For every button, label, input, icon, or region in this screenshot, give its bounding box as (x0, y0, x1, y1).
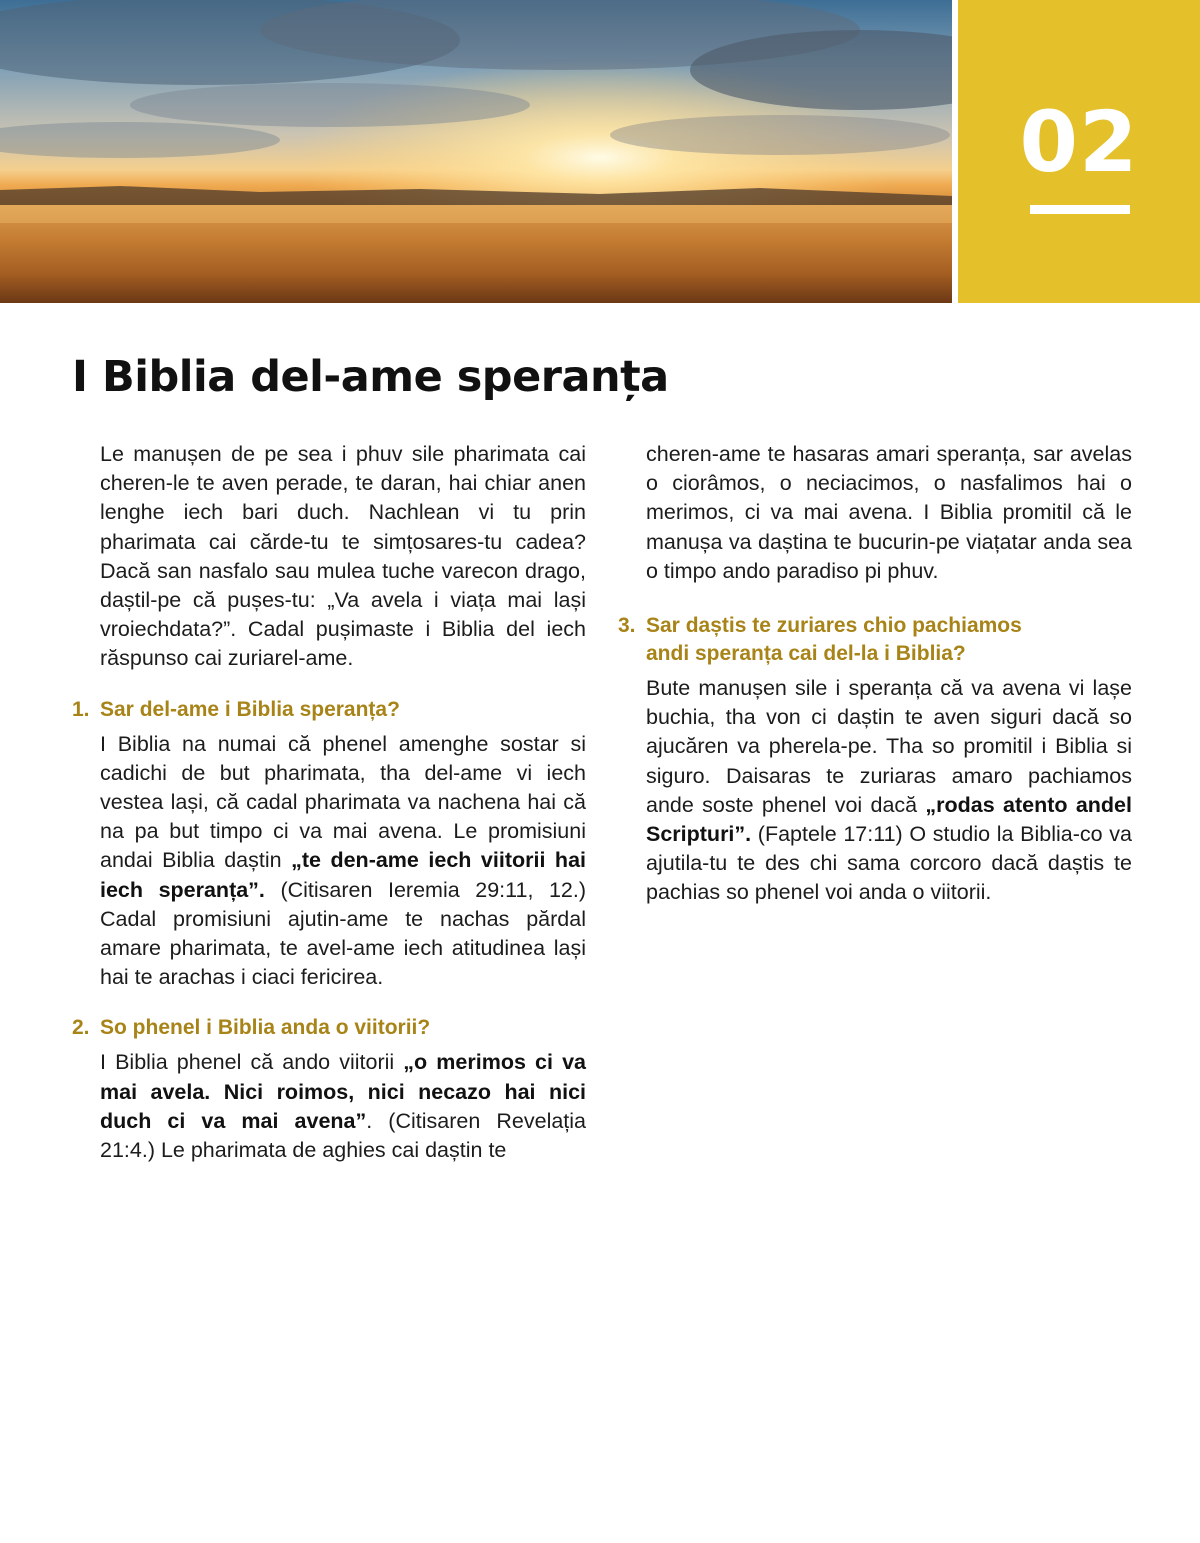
section-1-quote: „te den-ame iech viitorii hai iech speranța”. (100, 848, 586, 902)
section-2-heading-text: So phenel i Biblia anda o viitorii? (100, 1016, 431, 1040)
section-2-text-b: . (Citisaren Revelația 21:4.) Le pharimata de aghies cai daștin te (100, 1108, 587, 1163)
section-3-paragraph (612, 674, 1132, 908)
section-3-heading-line2: andi speranța cai del-la i Biblia? (646, 642, 966, 666)
section-3-number: 3. (618, 614, 636, 638)
hero-photo-wheat-field-sunset (0, 0, 952, 303)
section-2-paragraph-continued: cheren-ame te hasaras amari speranța, sar avelas o ciorâmos, o neciacimos, o nasfalimos hai o merimos, ci va mai avena. I Biblia promitil că le manușa va daștina te bucurin-pe viațatar anda sea o timpo ando paradiso pi phuv. (646, 442, 1132, 583)
hero-photo-illustration (0, 0, 952, 303)
section-3-heading-line1: Sar daștis te zuriares chio pachiamos (646, 614, 1022, 638)
intro-paragraph: Le manușen de pe sea i phuv sile pharimata cai cheren-le te aven perade, te daran, hai chiar anen lenghe iech bari duch. Nachlean vi tu prin pharimata cai cărde-tu te simțosares-tu cadea? Dacă san nasfalo sau mulea tuche varecon drago, daștil-pe că pușes-tu: „Va avela i viața mai lași vroiechdata?”. Cadal pușimaste i Biblia del iech răspunso cai zuriarel-ame. (100, 442, 586, 671)
section-3-text-a: Bute manușen sile i speranța că va avena vi lașe buchia, tha von ci daștin te aven siguri dacă so ajucăren va pherela-pe. Tha so promitil i Biblia si siguro. Daisaras te zuriaras amaro pachiamos ande soste phenel voi dacă (646, 676, 1132, 817)
left-column (66, 440, 586, 1187)
page-title: I Biblia del-ame speranța (72, 352, 669, 402)
section-3-quote: „rodas atento andel Scripturi”. (646, 792, 1132, 847)
section-1-heading (72, 696, 586, 724)
section-2-paragraph (66, 1048, 586, 1165)
section-1-paragraph (66, 730, 586, 993)
section-2-text-a: I Biblia phenel că ando viitorii (100, 1050, 404, 1075)
chapter-number: 02 (1019, 93, 1139, 191)
section-2-heading (72, 1014, 586, 1042)
chapter-number-underline (1030, 205, 1130, 214)
section-1-text-a: I Biblia na numai că phenel amenghe sostar si cadichi de but pharimata, tha del-ame vi iech vestea lași, că cadal pharimata va nachena hai că na pa but timpo ci va mai avena. Le promisiuni andai Biblia daștin (100, 731, 586, 873)
section-3-heading (618, 612, 1132, 668)
section-1-heading-text: Sar del-ame i Biblia speranța? (100, 697, 400, 721)
section-1-number: 1. (72, 697, 90, 721)
section-2-number: 2. (72, 1016, 90, 1040)
section-1-text-b: (Citisaren Ieremia 29:11, 12.) Cadal promisiuni ajutin-ame te nachas părdal amare pharimata, te avel-ame iech atitudinea lași hai te arachas i ciaci fericirea. (100, 877, 587, 990)
right-column (612, 440, 1132, 930)
chapter-badge (958, 0, 1200, 303)
section-3-text-b: (Faptele 17:11) O studio la Biblia-co va ajutila-tu te des chi sama corcoro dacă daștis te pachias so phenel voi anda o viitorii. (646, 822, 1132, 905)
section-2-quote: „o merimos ci va mai avela. Nici roimos, nici necazo hai nici duch ci va mai avena” (100, 1050, 586, 1133)
